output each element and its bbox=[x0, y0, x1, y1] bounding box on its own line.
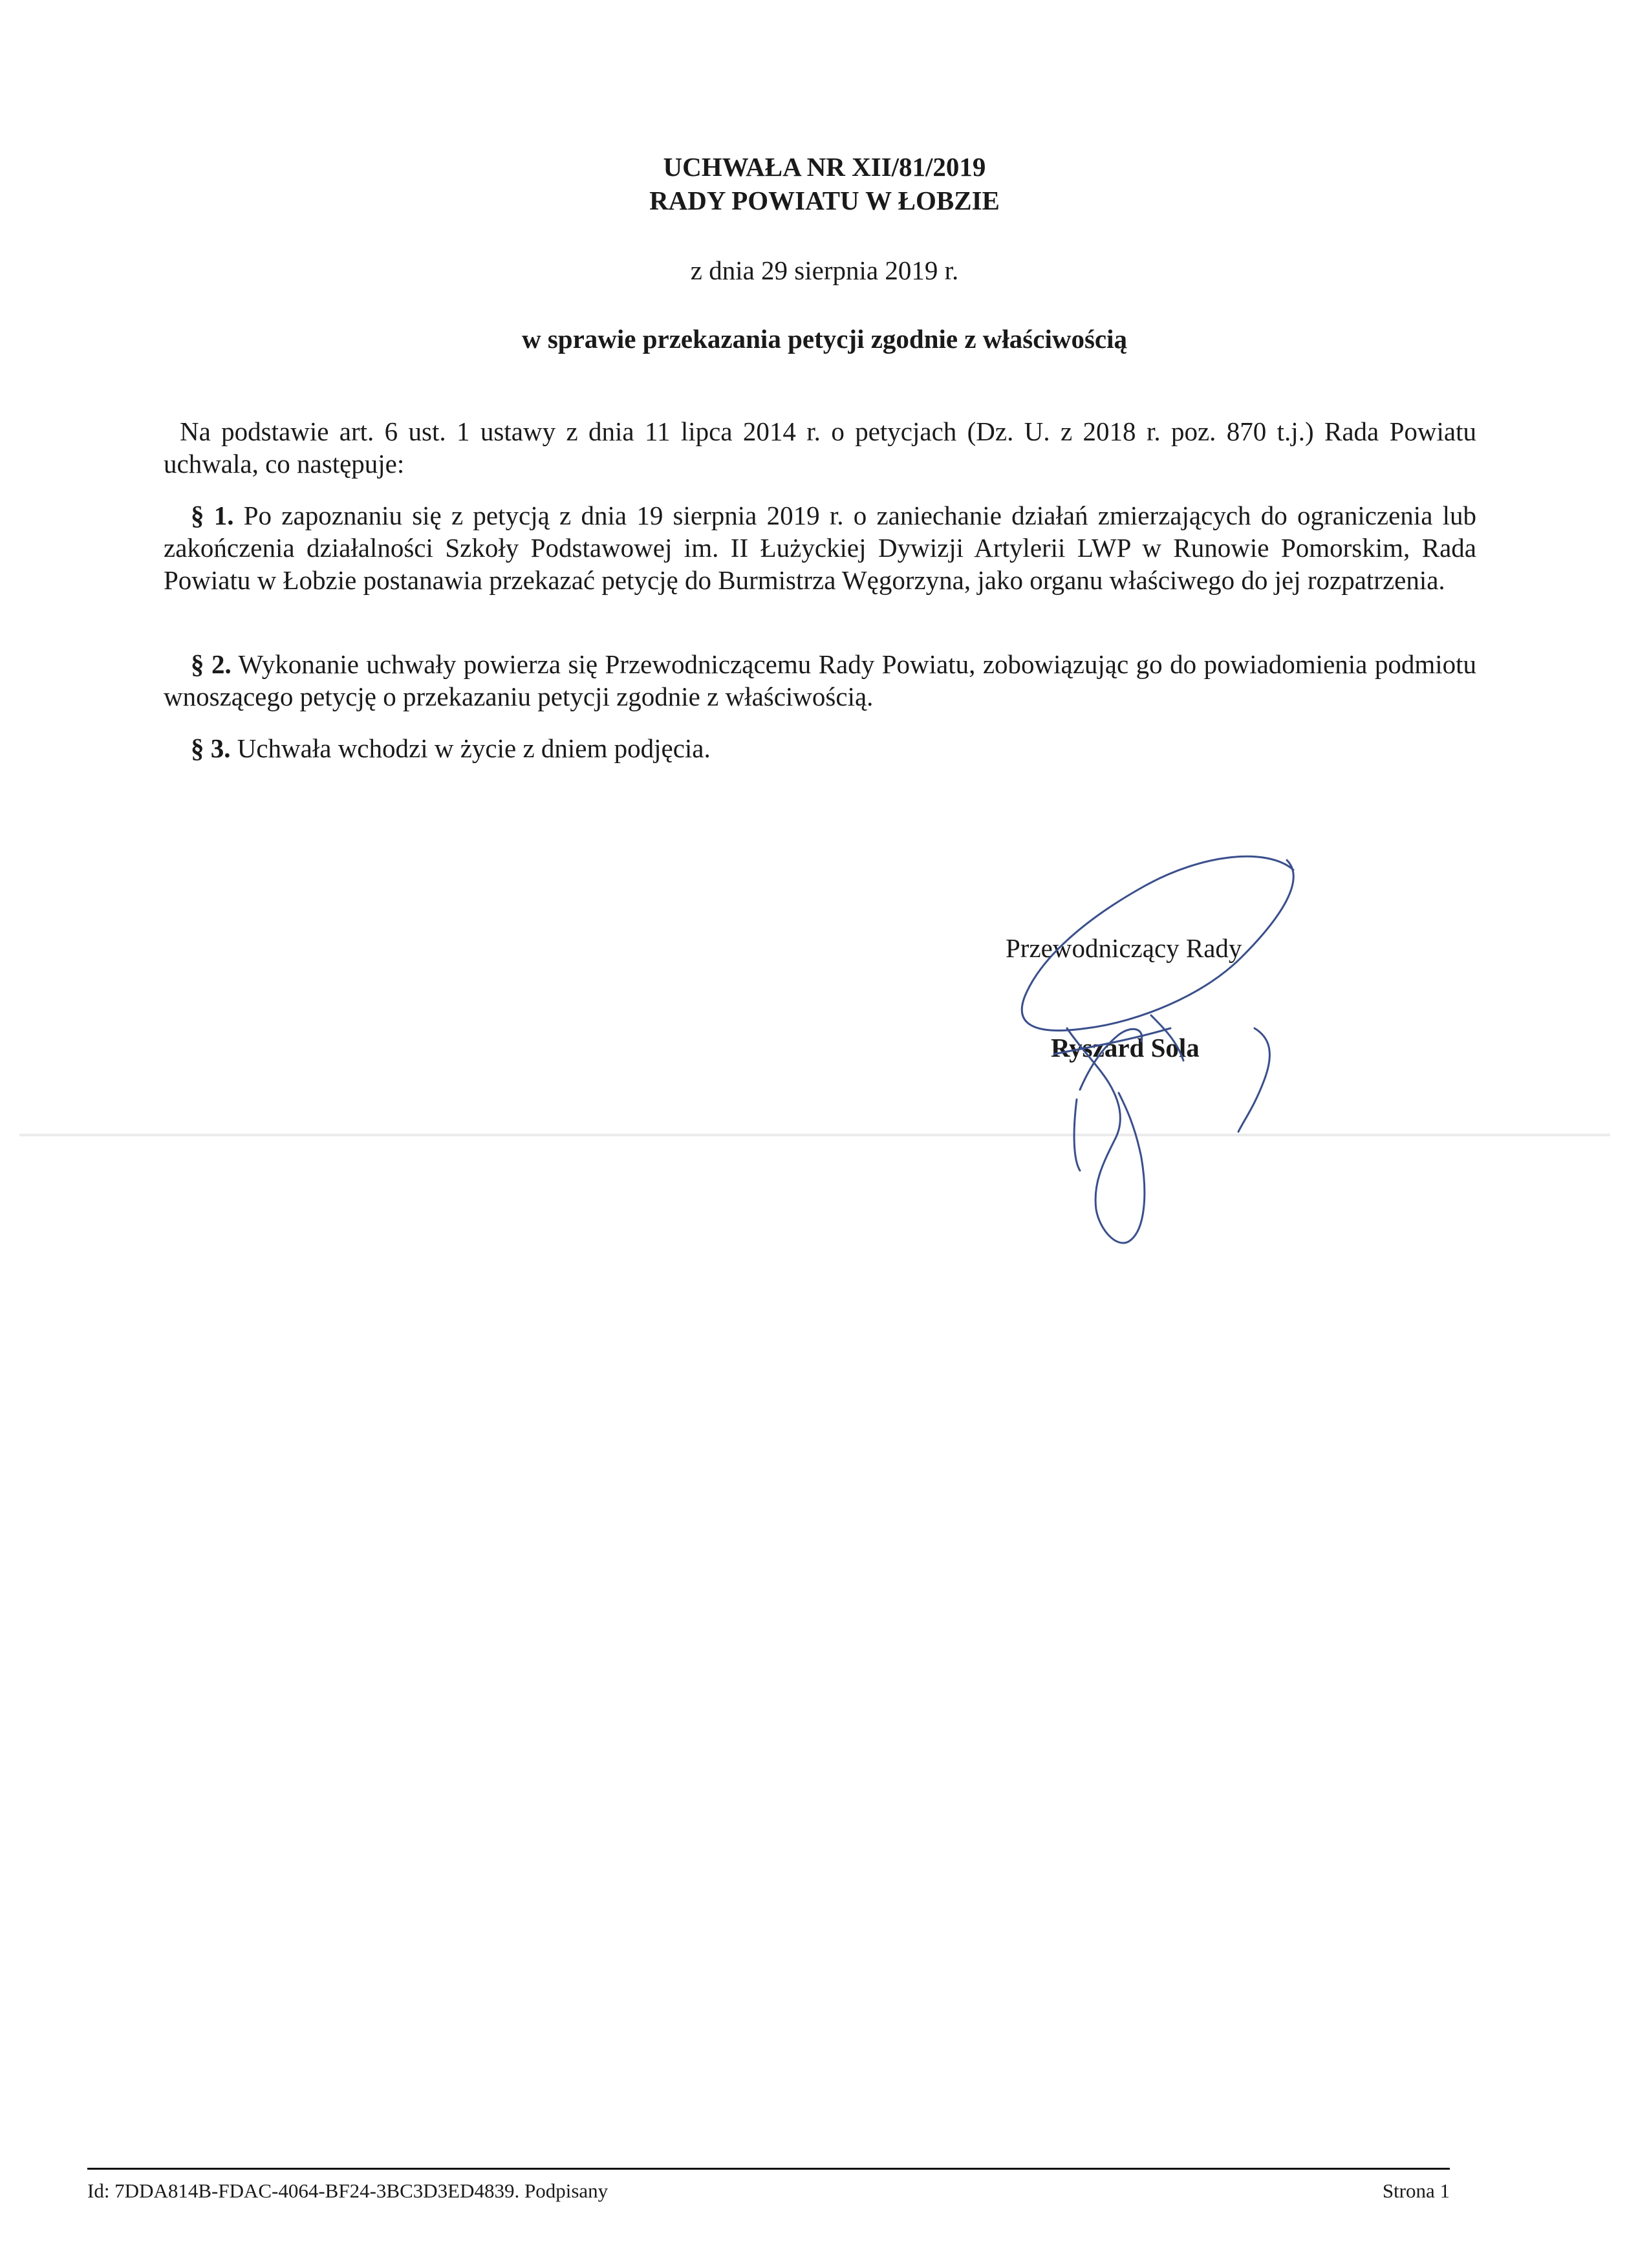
section-3-text: Uchwała wchodzi w życie z dniem podjęcia. bbox=[237, 733, 711, 763]
section-1-text: Po zapoznaniu się z petycją z dnia 19 sierpnia 2019 r. o zaniechanie działań zmierzających do ograniczenia lub zakończenia działalności Szkoły Podstawowej im. II Łużyckiej Dywizji Artylerii LWP w Runowie Pomorskim, Rada Powiatu w Łobzie postanawia przekazać petycję do Burmistrza Węgorzyna, jako organu właściwego do jej rozpatrzenia. bbox=[164, 501, 1477, 595]
legal-basis-text: Na podstawie art. 6 ust. 1 ustawy z dnia 11 lipca 2014 r. o petycjach (Dz. U. z 2018 r. poz. 870 t.j.) Rada Powiatu uchwala, co następuje: bbox=[164, 416, 1476, 479]
paper-fold-line bbox=[19, 1133, 1610, 1137]
section-2 bbox=[164, 648, 1476, 713]
signer-name: Ryszard Sola bbox=[1051, 1033, 1200, 1063]
section-2-text: Wykonanie uchwały powierza się Przewodniczącemu Rady Powiatu, zobowiązując go do powiadomienia podmiotu wnoszącego petycję o przekazaniu petycji zgodnie z właściwością. bbox=[164, 649, 1477, 711]
legal-basis-paragraph bbox=[164, 415, 1476, 480]
section-3-number: § 3. bbox=[191, 733, 231, 763]
signer-title: Przewodniczący Rady bbox=[1006, 933, 1242, 963]
resolution-subject: w sprawie przekazania petycji zgodnie z właściwością bbox=[521, 324, 1128, 354]
section-2-number: § 2. bbox=[191, 649, 232, 679]
page-number-footer: Strona 1 bbox=[1382, 2179, 1450, 2202]
section-1-number: § 1. bbox=[191, 501, 234, 530]
handwritten-signature bbox=[970, 834, 1306, 1261]
section-3 bbox=[164, 732, 1476, 764]
document-id-footer: Id: 7DDA814B-FDAC-4064-BF24-3BC3D3ED4839. Podpisany bbox=[87, 2179, 609, 2202]
section-1 bbox=[164, 499, 1476, 596]
footer-divider bbox=[87, 2168, 1450, 2170]
council-name: RADY POWIATU W ŁOBZIE bbox=[649, 186, 1000, 215]
resolution-date: z dnia 29 sierpnia 2019 r. bbox=[690, 255, 959, 285]
resolution-number: UCHWAŁA NR XII/81/2019 bbox=[663, 152, 986, 182]
